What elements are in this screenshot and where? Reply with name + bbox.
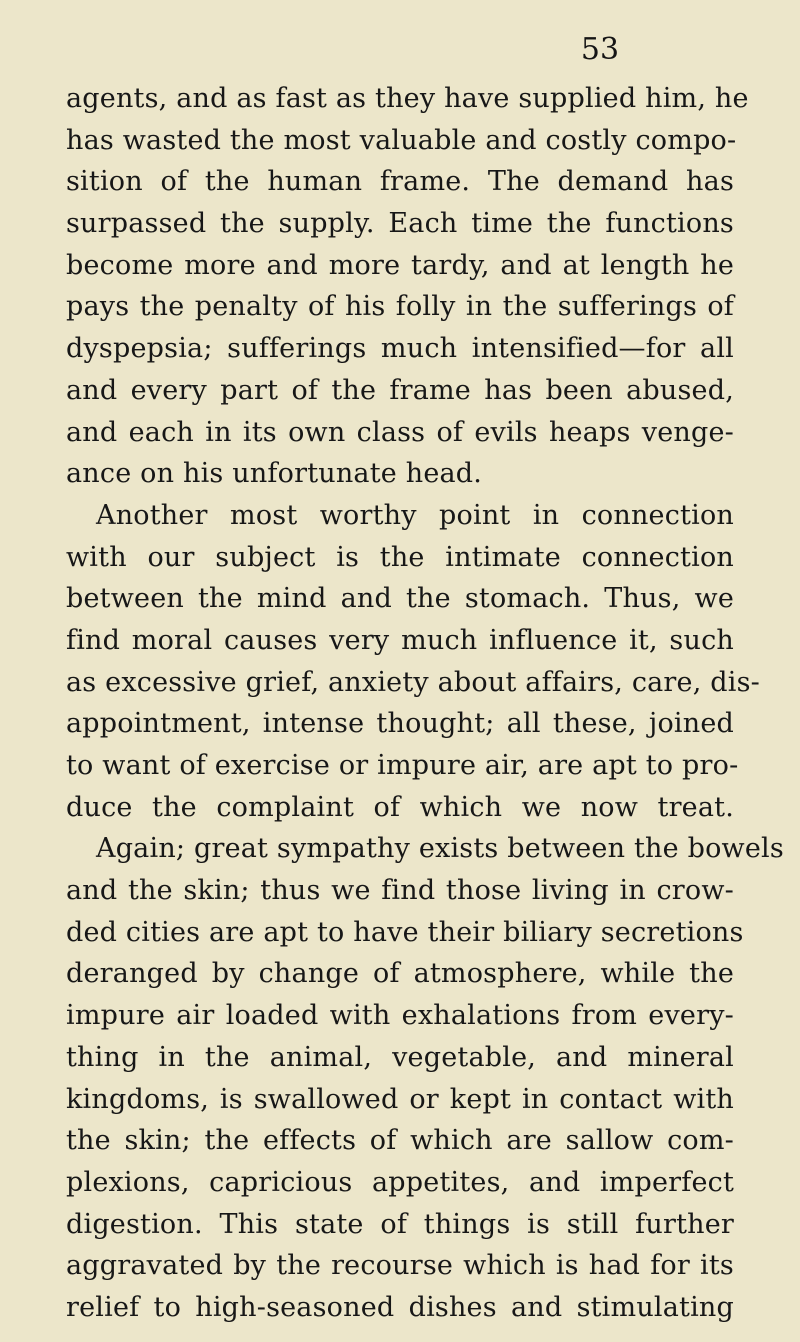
text-line: Again; great sympathy exists between the bowels <box>96 833 784 865</box>
text-line: ance on his unfortunate head. <box>66 458 483 490</box>
text-line: to want of exercise or impure air, are apt to pro- <box>66 750 739 781</box>
text-line: with our subject is the intimate connection <box>66 541 734 573</box>
text-line: duce the complaint of which we now treat. <box>66 791 734 823</box>
text-line: the skin; the effects of which are sallow com- <box>66 1125 734 1157</box>
text-line: and the skin; thus we find those living in crow- <box>66 875 734 907</box>
text-line: dyspepsia; sufferings much intensified—for all <box>66 333 734 365</box>
text-line: sition of the human frame. The demand has <box>66 166 734 198</box>
text-line: kingdoms, is swallowed or kept in contact with <box>66 1083 734 1115</box>
text-line: and each in its own class of evils heaps venge- <box>66 416 734 448</box>
text-line: plexions, capricious appetites, and imperfect <box>66 1166 734 1198</box>
text-line: Another most worthy point in connection <box>96 499 734 531</box>
text-line: between the mind and the stomach. Thus, we <box>66 583 734 615</box>
text-line: and every part of the frame has been abused, <box>66 374 734 406</box>
text-line: appointment, intense thought; all these, joined <box>66 708 734 740</box>
text-line: find moral causes very much influence it, such <box>66 624 734 656</box>
body-text <box>66 78 784 1329</box>
text-line: become more and more tardy, and at length he <box>66 249 734 281</box>
text-line: thing in the animal, vegetable, and mineral <box>66 1041 734 1073</box>
text-line: agents, and as fast as they have supplied him, he <box>66 83 749 114</box>
text-line: has wasted the most valuable and costly compo- <box>66 124 737 156</box>
text-line: digestion. This state of things is still further <box>66 1208 734 1240</box>
text-line: deranged by change of atmosphere, while the <box>66 958 734 990</box>
page-number: 53 <box>580 32 620 67</box>
text-line: pays the penalty of his folly in the sufferings of <box>66 291 734 323</box>
text-line: relief to high-seasoned dishes and stimulating <box>66 1291 734 1323</box>
text-line: as excessive grief, anxiety about affairs, care, dis- <box>66 666 760 698</box>
text-line: surpassed the supply. Each time the functions <box>66 208 734 240</box>
text-line: impure air loaded with exhalations from every- <box>66 1000 734 1032</box>
text-line: ded cities are apt to have their biliary secretions <box>66 916 744 948</box>
text-line: aggravated by the recourse which is had for its <box>66 1250 734 1282</box>
